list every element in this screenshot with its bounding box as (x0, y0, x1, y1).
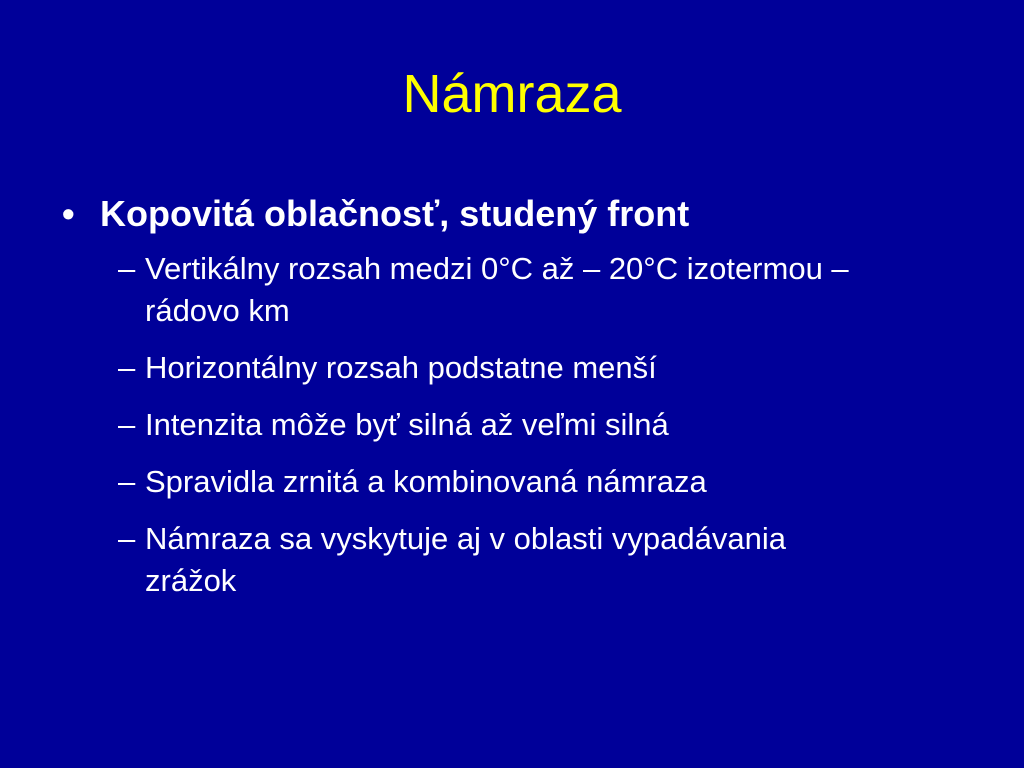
bullet-text: Kopovitá oblačnosť, studený front (100, 193, 690, 234)
subitem-text: Intenzita môže byť silná až veľmi silná (145, 407, 669, 442)
dash-icon: – (118, 407, 136, 442)
subitem (118, 248, 982, 332)
dash-icon: – (118, 521, 136, 556)
subitem (118, 347, 982, 389)
subitem-list (52, 248, 982, 602)
dash-icon: – (118, 251, 136, 286)
bullet-icon: • (62, 193, 75, 234)
slide-title: Námraza (402, 64, 622, 124)
slide-content (52, 186, 982, 617)
subitem-text: Spravidla zrnitá a kombinovaná námraza (145, 464, 707, 499)
subitem (118, 404, 982, 446)
subitem-text: Námraza sa vyskytuje aj v oblasti vypadávania zrážok (145, 521, 786, 598)
dash-icon: – (118, 464, 136, 499)
subitem-text: Vertikálny rozsah medzi 0°C až – 20°C izotermou – rádovo km (145, 251, 849, 328)
subitem (118, 461, 982, 503)
subitem (118, 518, 982, 602)
bullet-item (52, 186, 982, 242)
dash-icon: – (118, 350, 136, 385)
subitem-text: Horizontálny rozsah podstatne menší (145, 350, 657, 385)
